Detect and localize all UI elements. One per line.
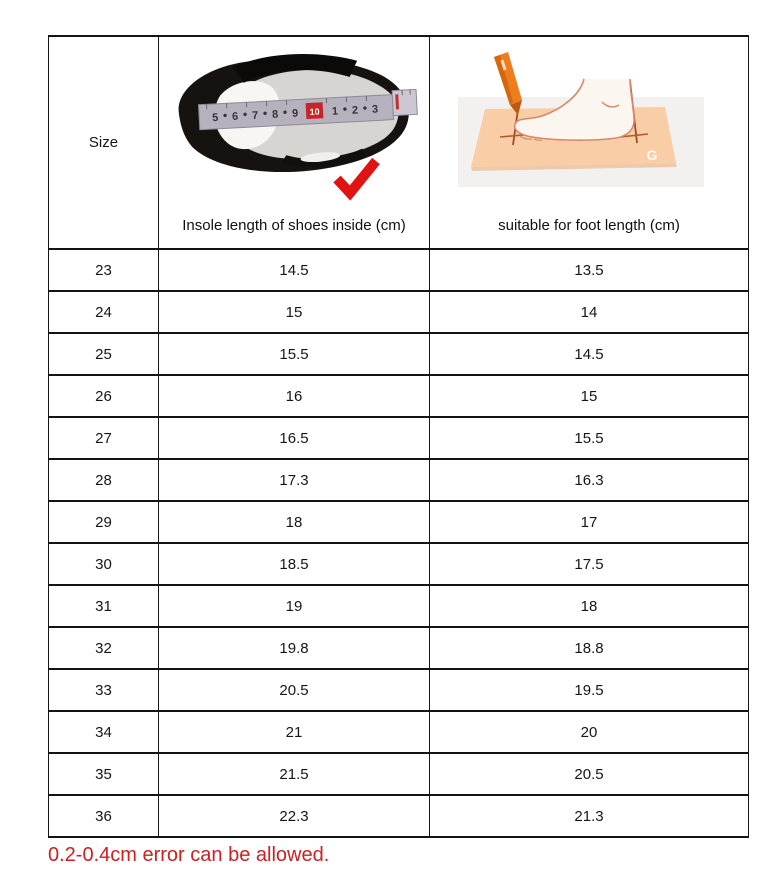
error-note: 0.2-0.4cm error can be allowed. bbox=[48, 844, 330, 866]
tape-number: 8 bbox=[271, 108, 279, 121]
size-value: 30 bbox=[49, 543, 159, 585]
size-value: 29 bbox=[49, 501, 159, 543]
foot-length-value: 14 bbox=[430, 291, 749, 333]
size-value: 35 bbox=[49, 753, 159, 795]
foot-image-box bbox=[430, 37, 748, 217]
size-column-header bbox=[49, 36, 159, 249]
size-value: 34 bbox=[49, 711, 159, 753]
foot-length-value: 17.5 bbox=[430, 543, 749, 585]
table-row bbox=[49, 669, 749, 711]
size-value: 26 bbox=[49, 375, 159, 417]
table-row bbox=[49, 585, 749, 627]
table-row bbox=[49, 291, 749, 333]
size-value: 28 bbox=[49, 459, 159, 501]
insole-column-header bbox=[159, 36, 430, 249]
table-row bbox=[49, 501, 749, 543]
foot-header-content bbox=[430, 37, 748, 248]
size-value: 36 bbox=[49, 795, 159, 837]
size-value: 31 bbox=[49, 585, 159, 627]
foot-length-value: 15 bbox=[430, 375, 749, 417]
foot-length-value: 20.5 bbox=[430, 753, 749, 795]
insole-length-value: 19 bbox=[159, 585, 430, 627]
shoe-with-measuring-tape-image bbox=[169, 51, 419, 203]
tape-number: 9 bbox=[291, 107, 299, 120]
foot-length-value: 13.5 bbox=[430, 249, 749, 291]
table-row bbox=[49, 711, 749, 753]
table-row bbox=[49, 543, 749, 585]
insole-length-value: 21.5 bbox=[159, 753, 430, 795]
red-check-icon bbox=[337, 161, 376, 193]
table-row bbox=[49, 417, 749, 459]
foot-tracing-image bbox=[444, 51, 734, 203]
size-value: 27 bbox=[49, 417, 159, 459]
table-row bbox=[49, 795, 749, 837]
foot-length-value: 18.8 bbox=[430, 627, 749, 669]
tape-number-red: 10 bbox=[309, 106, 320, 117]
insole-length-value: 14.5 bbox=[159, 249, 430, 291]
tape-number: 7 bbox=[251, 109, 259, 122]
foot-caption: suitable for foot length (cm) bbox=[498, 217, 680, 234]
foot-length-value: 21.3 bbox=[430, 795, 749, 837]
tape-number: 3 bbox=[371, 103, 379, 116]
size-value: 25 bbox=[49, 333, 159, 375]
insole-length-value: 15.5 bbox=[159, 333, 430, 375]
insole-length-value: 17.3 bbox=[159, 459, 430, 501]
insole-caption: Insole length of shoes inside (cm) bbox=[182, 217, 406, 234]
table-row bbox=[49, 333, 749, 375]
size-value: 24 bbox=[49, 291, 159, 333]
table-row bbox=[49, 375, 749, 417]
insole-length-value: 19.8 bbox=[159, 627, 430, 669]
insole-length-value: 16.5 bbox=[159, 417, 430, 459]
size-column-label: Size bbox=[88, 134, 119, 151]
foot-length-value: 20 bbox=[430, 711, 749, 753]
insole-length-value: 18.5 bbox=[159, 543, 430, 585]
foot-length-value: 14.5 bbox=[430, 333, 749, 375]
insole-length-value: 16 bbox=[159, 375, 430, 417]
insole-length-value: 20.5 bbox=[159, 669, 430, 711]
insole-length-value: 18 bbox=[159, 501, 430, 543]
header-row bbox=[49, 36, 749, 249]
tape-number: 1 bbox=[331, 105, 339, 118]
table-row bbox=[49, 627, 749, 669]
tape-number: 5 bbox=[211, 111, 219, 125]
watermark-letter: G bbox=[646, 147, 658, 163]
foot-length-value: 19.5 bbox=[430, 669, 749, 711]
insole-length-value: 15 bbox=[159, 291, 430, 333]
foot-length-value: 18 bbox=[430, 585, 749, 627]
foot-column-header bbox=[430, 36, 749, 249]
table-row bbox=[49, 753, 749, 795]
insole-length-value: 22.3 bbox=[159, 795, 430, 837]
table-row bbox=[49, 249, 749, 291]
size-value: 23 bbox=[49, 249, 159, 291]
foot-length-value: 16.3 bbox=[430, 459, 749, 501]
foot-length-value: 17 bbox=[430, 501, 749, 543]
foot-length-value: 15.5 bbox=[430, 417, 749, 459]
size-table-body bbox=[49, 249, 749, 837]
insole-length-value: 21 bbox=[159, 711, 430, 753]
insole-image-box bbox=[159, 37, 429, 217]
table-row bbox=[49, 459, 749, 501]
tape-number: 2 bbox=[351, 104, 359, 117]
tape-number: 6 bbox=[231, 110, 239, 124]
insole-header-content bbox=[159, 37, 429, 248]
size-chart-table bbox=[48, 35, 749, 838]
size-value: 32 bbox=[49, 627, 159, 669]
size-value: 33 bbox=[49, 669, 159, 711]
size-table-header bbox=[49, 36, 749, 249]
